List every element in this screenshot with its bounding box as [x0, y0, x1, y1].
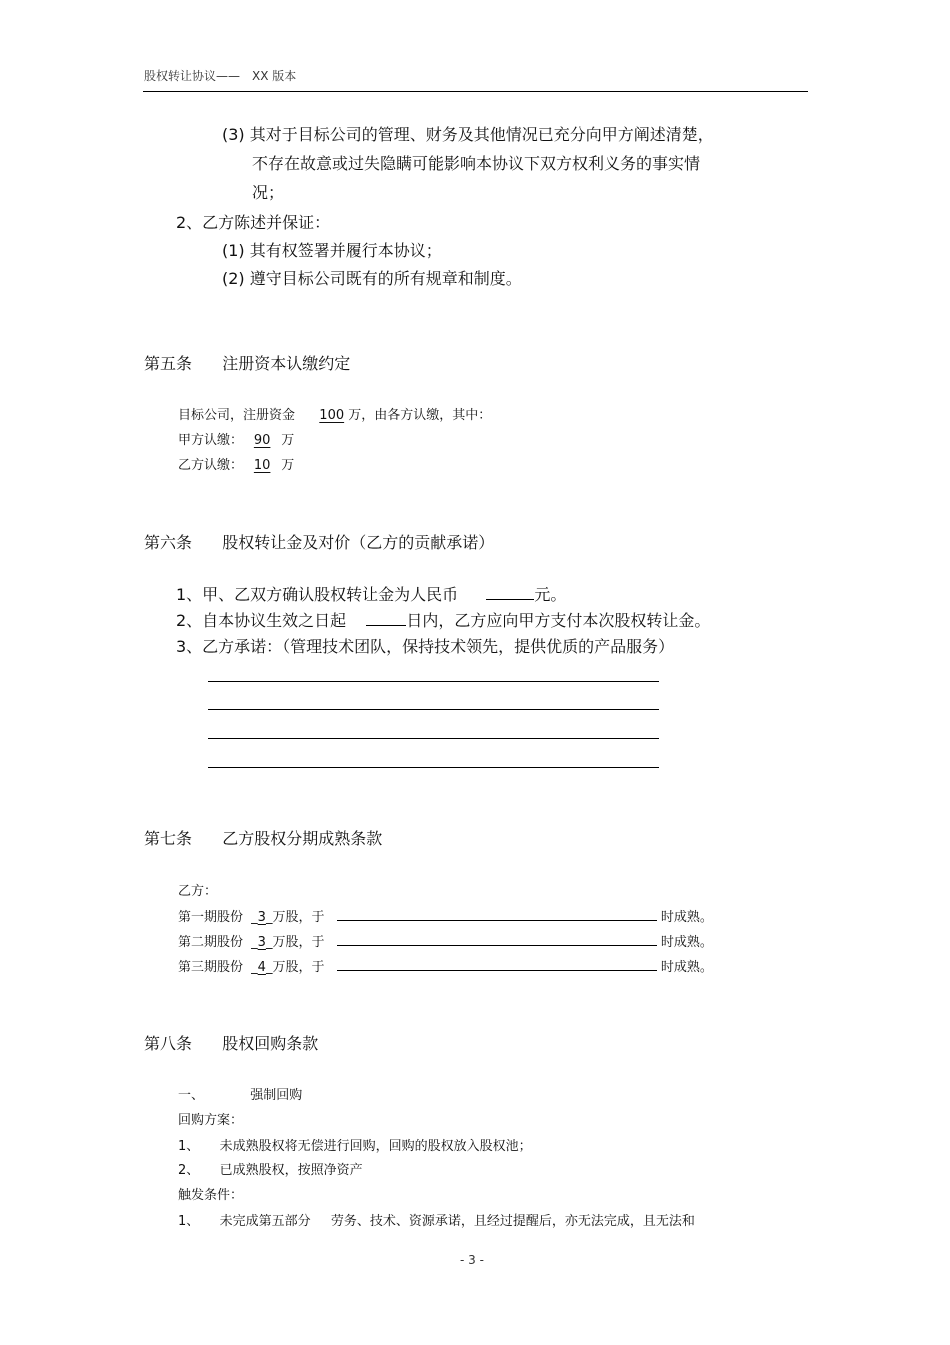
party-b-value: 10 — [253, 458, 271, 473]
phase-label: 第一期股份 — [178, 910, 244, 925]
amount-blank — [486, 585, 534, 600]
unit: 万 — [281, 458, 295, 473]
phase-shares: 3 — [257, 910, 266, 925]
vesting-date-blank — [337, 931, 657, 946]
item-suffix: 日内，乙方应向甲方支付本次股权转让金。 — [406, 611, 711, 630]
subsection-heading — [178, 1084, 302, 1103]
trigger-label: 触发条件： — [178, 1188, 244, 1203]
days-blank — [366, 611, 406, 626]
phase-unit: 万股，于 — [272, 910, 325, 925]
article-title: 乙方股权分期成熟条款 — [222, 829, 383, 848]
item-number: (2) — [222, 269, 245, 288]
commitment-blank-line — [208, 709, 659, 710]
party-b-item-2 — [222, 266, 522, 289]
item-number: 1、 — [178, 1139, 200, 1154]
plan-item-2 — [178, 1159, 363, 1178]
item-3-line2: 不存在故意或过失隐瞒可能影响本协议下双方权利义务的事实情 — [252, 154, 701, 173]
party-b-subscription — [178, 454, 294, 473]
article-6-item-1 — [176, 582, 566, 605]
vesting-phase-row: 第三期股份 _4_万股，于 时成熟。 — [178, 956, 713, 975]
phase-shares: 3 — [257, 935, 266, 950]
trigger-item-1 — [178, 1210, 695, 1229]
phase-shares: 4 — [257, 960, 266, 975]
item-number: (3) — [222, 125, 245, 144]
item-text: 其对于目标公司的管理、财务及其他情况已充分向甲方阐述清楚， — [249, 125, 714, 144]
item-text-cont: 劳务、技术、资源承诺，且经过提醒后，亦无法完成，且无法和 — [330, 1214, 695, 1229]
item-text: 遵守目标公司既有的所有规章和制度。 — [249, 269, 522, 288]
article-number: 第七条 — [144, 829, 193, 848]
article-6-item-3: 3、乙方承诺：（管理技术团队，保持技术领先，提供优质的产品服务） — [176, 637, 675, 656]
page-number: - 3 - — [460, 1253, 484, 1267]
party-a-subscription — [178, 429, 294, 448]
article-6-item-2 — [176, 608, 710, 631]
article-number: 第五条 — [144, 354, 193, 373]
article-title: 注册资本认缴约定 — [222, 354, 351, 373]
party-a-label: 甲方认缴： — [178, 433, 244, 448]
article-title: 股权转让金及对价（乙方的贡献承诺） — [222, 533, 495, 552]
article-6-heading — [144, 530, 494, 553]
phase-label: 第二期股份 — [178, 935, 244, 950]
item-suffix: 元。 — [534, 585, 567, 604]
subsection-number: 一、 — [178, 1088, 205, 1103]
capital-label: 目标公司，注册资金 — [178, 408, 296, 423]
vesting-phase-row: 第一期股份 _3_万股，于 时成熟。 — [178, 906, 713, 925]
plan-label: 回购方案： — [178, 1113, 244, 1128]
party-a-value: 90 — [253, 433, 271, 448]
article-number: 第八条 — [144, 1034, 193, 1053]
party-b-item-1 — [222, 238, 442, 261]
phase-unit: 万股，于 — [272, 935, 325, 950]
item-number: 1、 — [178, 1214, 200, 1229]
item-text: 1、甲、乙双方确认股权转让金为人民币 — [176, 585, 459, 604]
vesting-date-blank — [337, 956, 657, 971]
phase-suffix: 时成熟。 — [660, 960, 713, 975]
phase-suffix: 时成熟。 — [660, 935, 713, 950]
item-3-line3: 况； — [252, 183, 285, 202]
article-7-heading — [144, 826, 382, 849]
vesting-phase-row: 第二期股份 _3_万股，于 时成熟。 — [178, 931, 713, 950]
phase-label: 第三期股份 — [178, 960, 244, 975]
capital-line — [178, 404, 491, 423]
item-text: 未完成第五部分 — [219, 1214, 311, 1229]
header-rule — [143, 91, 808, 92]
phase-suffix: 时成熟。 — [660, 910, 713, 925]
phase-unit: 万股，于 — [272, 960, 325, 975]
item-3 — [222, 122, 714, 145]
article-5-heading — [144, 351, 350, 374]
item-text: 2、自本协议生效之日起 — [176, 611, 347, 630]
vesting-party: 乙方： — [178, 884, 218, 899]
vesting-date-blank — [337, 906, 657, 921]
item-text: 已成熟股权，按照净资产 — [219, 1163, 363, 1178]
running-header: 股权转让协议—— XX 版本 — [144, 69, 297, 83]
item-text: 其有权签署并履行本协议； — [249, 241, 442, 260]
paragraph-2: 2、乙方陈述并保证： — [176, 213, 331, 232]
subsection-title: 强制回购 — [250, 1088, 303, 1103]
item-number: (1) — [222, 241, 245, 260]
capital-value: 100 — [319, 408, 345, 423]
capital-suffix: 万，由各方认缴，其中： — [348, 408, 492, 423]
article-number: 第六条 — [144, 533, 193, 552]
commitment-blank-line — [208, 738, 659, 739]
commitment-blank-line — [208, 681, 659, 682]
article-8-heading — [144, 1031, 318, 1054]
plan-item-1 — [178, 1135, 532, 1154]
item-number: 2、 — [178, 1163, 200, 1178]
unit: 万 — [281, 433, 295, 448]
item-text: 未成熟股权将无偿进行回购，回购的股权放入股权池； — [219, 1139, 532, 1154]
article-title: 股权回购条款 — [222, 1034, 319, 1053]
party-b-label: 乙方认缴： — [178, 458, 244, 473]
commitment-blank-line — [208, 767, 659, 768]
